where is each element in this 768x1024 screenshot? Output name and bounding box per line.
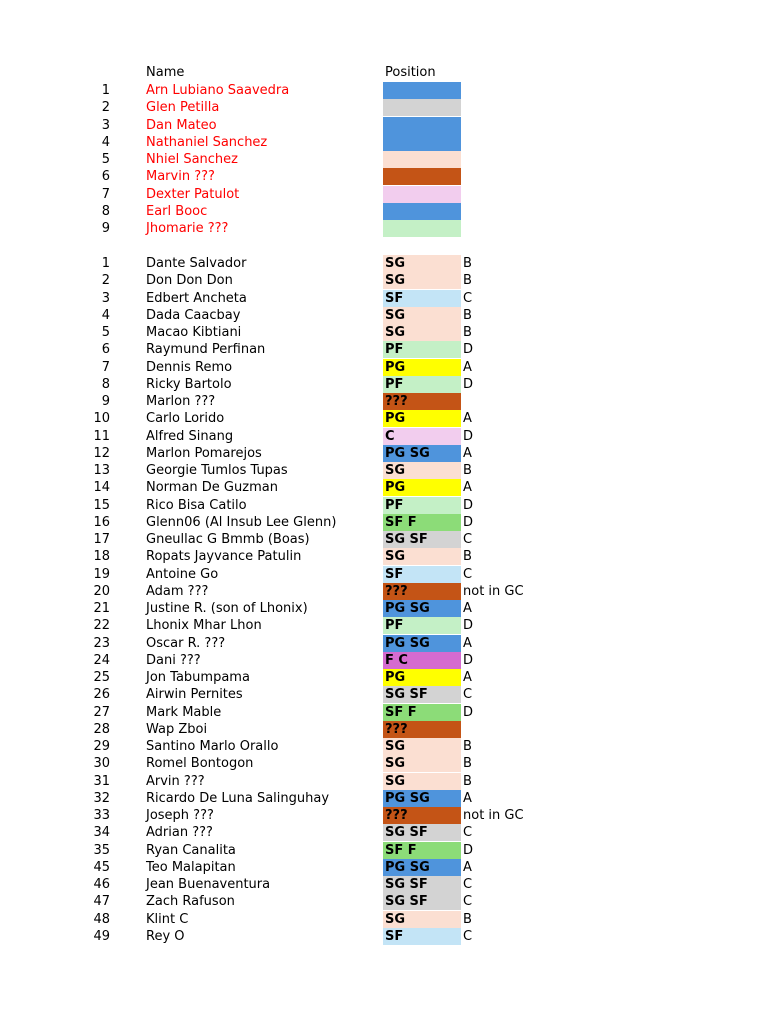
table-row	[0, 583, 768, 600]
position-cell: SG SF	[383, 824, 461, 841]
table-row	[0, 669, 768, 686]
player-name: Wap Zboi	[146, 721, 208, 737]
row-number: 29	[93, 739, 110, 754]
row-number: 1	[101, 83, 110, 98]
position-cell	[383, 134, 461, 151]
position-cell: F C	[383, 652, 461, 669]
position-cell: SG	[383, 755, 461, 772]
row-number: 46	[93, 877, 110, 892]
player-name: Ryan Canalita	[146, 842, 236, 858]
table-row	[0, 928, 768, 945]
table-row	[0, 548, 768, 565]
row-number: 23	[93, 635, 110, 651]
player-name: Jhomarie ???	[146, 221, 229, 236]
position-cell: SG	[383, 462, 461, 479]
position-cell: SF F	[383, 514, 461, 531]
name-column-header: Name	[146, 65, 185, 80]
position-cell: PG	[383, 359, 461, 376]
row-number: 9	[101, 394, 110, 409]
player-name: Jean Buenaventura	[146, 877, 271, 892]
grade-cell: B	[463, 463, 472, 478]
player-name: Edbert Ancheta	[146, 290, 247, 306]
table-row	[0, 272, 768, 289]
position-cell: SF	[383, 566, 461, 583]
position-cell	[383, 151, 461, 168]
row-number: 25	[93, 670, 110, 685]
table-row	[0, 497, 768, 514]
table-row	[0, 290, 768, 307]
player-name: Joseph ???	[146, 808, 214, 823]
row-number: 49	[93, 928, 110, 944]
position-cell	[383, 203, 461, 220]
table-row	[0, 617, 768, 634]
position-cell: SF F	[383, 842, 461, 859]
table-row	[0, 686, 768, 703]
position-cell: PG SG	[383, 859, 461, 876]
grade-cell: A	[463, 790, 472, 806]
player-name: Ropats Jayvance Patulin	[146, 549, 302, 565]
grade-cell: D	[463, 704, 474, 720]
table-row	[0, 773, 768, 790]
row-number: 18	[93, 549, 110, 565]
grade-cell: D	[463, 842, 474, 858]
row-number: 32	[93, 790, 110, 806]
grade-cell: B	[463, 911, 472, 927]
grade-cell: B	[463, 325, 472, 340]
row-number: 30	[93, 756, 110, 772]
table-row	[0, 876, 768, 893]
row-number: 22	[93, 618, 110, 634]
player-name: Dante Salvador	[146, 256, 247, 271]
player-name: Oscar R. ???	[146, 635, 226, 651]
table-row	[0, 341, 768, 358]
table-row	[0, 134, 768, 151]
player-name: Adam ???	[146, 583, 209, 599]
grade-cell: A	[463, 601, 472, 616]
player-name: Marvin ???	[146, 169, 215, 185]
position-cell	[383, 99, 461, 116]
position-cell	[383, 117, 461, 134]
table-row	[0, 911, 768, 928]
row-number: 47	[93, 894, 110, 910]
position-cell: SG	[383, 548, 461, 565]
grade-cell: not in GC	[463, 808, 524, 823]
player-name: Don Don Don	[146, 273, 233, 289]
table-row	[0, 359, 768, 376]
row-number: 6	[101, 169, 110, 185]
grade-cell: C	[463, 894, 473, 910]
table-row	[0, 842, 768, 859]
table-row	[0, 859, 768, 876]
position-cell: PG SG	[383, 600, 461, 617]
player-name: Ricky Bartolo	[146, 376, 232, 392]
row-number: 4	[101, 307, 110, 323]
position-cell: PG	[383, 410, 461, 427]
row-number: 5	[101, 325, 110, 340]
table-row	[0, 151, 768, 168]
grade-cell: C	[463, 290, 473, 306]
row-number: 27	[93, 704, 110, 720]
position-cell: SG	[383, 307, 461, 324]
row-number: 12	[93, 445, 110, 461]
row-number: 33	[93, 808, 110, 823]
player-name: Klint C	[146, 911, 189, 927]
position-cell: ???	[383, 721, 461, 738]
row-number: 8	[101, 376, 110, 392]
position-cell: PG SG	[383, 445, 461, 462]
row-number: 5	[101, 152, 110, 167]
grade-cell: B	[463, 256, 472, 271]
position-cell: ???	[383, 393, 461, 410]
table-row	[0, 82, 768, 99]
table-row	[0, 566, 768, 583]
player-name: Nathaniel Sanchez	[146, 134, 268, 150]
player-name: Glenn06 (Al Insub Lee Glenn)	[146, 514, 337, 530]
table-row	[0, 807, 768, 824]
position-cell: PF	[383, 617, 461, 634]
player-name: Dennis Remo	[146, 359, 233, 375]
position-cell: SG	[383, 272, 461, 289]
grade-cell: A	[463, 480, 472, 496]
table-row	[0, 376, 768, 393]
player-name: Marlon ???	[146, 394, 216, 409]
table-row	[0, 790, 768, 807]
position-cell: SG SF	[383, 686, 461, 703]
row-number: 7	[101, 186, 110, 202]
position-cell: C	[383, 428, 461, 445]
table-row	[0, 531, 768, 548]
grade-cell: A	[463, 445, 472, 461]
player-name: Ricardo De Luna Salinguhay	[146, 790, 330, 806]
position-cell: SG SF	[383, 531, 461, 548]
table-row	[0, 186, 768, 203]
table-row	[0, 514, 768, 531]
player-name: Romel Bontogon	[146, 756, 254, 772]
table-row	[0, 462, 768, 479]
row-number: 35	[93, 842, 110, 858]
grade-cell: D	[463, 497, 474, 513]
position-cell: PG	[383, 669, 461, 686]
grade-cell: C	[463, 566, 473, 582]
player-name: Dan Mateo	[146, 117, 217, 133]
grade-cell: A	[463, 670, 472, 685]
grade-cell: D	[463, 428, 474, 444]
grade-cell: B	[463, 549, 472, 565]
row-number: 45	[93, 859, 110, 875]
grade-cell: C	[463, 532, 473, 547]
player-name: Dexter Patulot	[146, 186, 240, 202]
table-row	[0, 324, 768, 341]
position-column-header: Position	[385, 65, 436, 80]
position-cell: PF	[383, 341, 461, 358]
table-row	[0, 738, 768, 755]
player-name: Jon Tabumpama	[146, 670, 250, 685]
grade-cell: A	[463, 859, 472, 875]
row-number: 2	[101, 273, 110, 289]
player-name: Gneullac G Bmmb (Boas)	[146, 532, 310, 547]
player-name: Rey O	[146, 928, 185, 944]
position-cell: PF	[383, 497, 461, 514]
table-row	[0, 652, 768, 669]
row-number: 13	[93, 463, 110, 478]
table-row	[0, 168, 768, 185]
row-number: 14	[93, 480, 110, 496]
table-row	[0, 721, 768, 738]
player-name: Alfred Sinang	[146, 428, 234, 444]
row-number: 2	[101, 100, 110, 116]
table-row	[0, 824, 768, 841]
grade-cell: D	[463, 376, 474, 392]
table-row	[0, 893, 768, 910]
position-cell: SG	[383, 911, 461, 928]
position-cell	[383, 82, 461, 99]
position-cell: ???	[383, 583, 461, 600]
row-number: 15	[93, 497, 110, 513]
row-number: 4	[101, 134, 110, 150]
table-row	[0, 255, 768, 272]
player-name: Earl Booc	[146, 203, 208, 219]
table-row	[0, 600, 768, 617]
grade-cell: B	[463, 273, 472, 289]
table-row	[0, 755, 768, 772]
player-name: Macao Kibtiani	[146, 325, 242, 340]
position-cell: ???	[383, 807, 461, 824]
player-name: Santino Marlo Orallo	[146, 739, 279, 754]
position-cell: PG	[383, 479, 461, 496]
row-number: 6	[101, 342, 110, 358]
grade-cell: C	[463, 928, 473, 944]
player-name: Norman De Guzman	[146, 480, 278, 496]
grade-cell: B	[463, 756, 472, 772]
player-name: Arvin ???	[146, 773, 205, 789]
table-row	[0, 220, 768, 237]
table-row	[0, 479, 768, 496]
grade-cell: C	[463, 825, 473, 841]
grade-cell: D	[463, 618, 474, 634]
table-row	[0, 307, 768, 324]
table-row	[0, 428, 768, 445]
table-row	[0, 704, 768, 721]
grade-cell: C	[463, 877, 473, 892]
position-cell: SG SF	[383, 876, 461, 893]
player-name: Lhonix Mhar Lhon	[146, 618, 262, 634]
grade-cell: D	[463, 514, 474, 530]
player-name: Airwin Pernites	[146, 687, 243, 703]
row-number: 16	[93, 514, 110, 530]
row-number: 17	[93, 532, 110, 547]
position-cell: SF F	[383, 704, 461, 721]
grade-cell: D	[463, 652, 474, 668]
position-cell: SF	[383, 928, 461, 945]
player-name: Dani ???	[146, 652, 201, 668]
table-row	[0, 445, 768, 462]
player-name: Mark Mable	[146, 704, 222, 720]
position-cell: SG	[383, 773, 461, 790]
player-name: Georgie Tumlos Tupas	[146, 463, 288, 478]
row-number: 7	[101, 359, 110, 375]
position-cell: SF	[383, 290, 461, 307]
position-cell	[383, 168, 461, 185]
position-cell	[383, 186, 461, 203]
grade-cell: not in GC	[463, 583, 524, 599]
row-number: 8	[101, 203, 110, 219]
position-cell: SG	[383, 255, 461, 272]
row-number: 34	[93, 825, 110, 841]
grade-cell: A	[463, 359, 472, 375]
row-number: 20	[93, 583, 110, 599]
player-name: Glen Petilla	[146, 100, 220, 116]
player-name: Nhiel Sanchez	[146, 152, 238, 167]
row-number: 31	[93, 773, 110, 789]
grade-cell: B	[463, 773, 472, 789]
row-number: 10	[93, 411, 110, 427]
row-number: 3	[101, 290, 110, 306]
player-name: Teo Malapitan	[146, 859, 236, 875]
row-number: 48	[93, 911, 110, 927]
row-number: 19	[93, 566, 110, 582]
grade-cell: B	[463, 307, 472, 323]
table-row	[0, 393, 768, 410]
player-name: Arn Lubiano Saavedra	[146, 83, 290, 98]
player-name: Raymund Perfinan	[146, 342, 266, 358]
grade-cell: B	[463, 739, 472, 754]
position-cell	[383, 220, 461, 237]
player-name: Zach Rafuson	[146, 894, 235, 910]
row-number: 26	[93, 687, 110, 703]
row-number: 11	[93, 428, 110, 444]
position-cell: SG	[383, 738, 461, 755]
grade-cell: A	[463, 411, 472, 427]
table-row	[0, 203, 768, 220]
player-name: Justine R. (son of Lhonix)	[146, 601, 308, 616]
position-cell: PG SG	[383, 790, 461, 807]
table-row	[0, 410, 768, 427]
player-name: Rico Bisa Catilo	[146, 497, 247, 513]
position-cell: PF	[383, 376, 461, 393]
player-name: Antoine Go	[146, 566, 219, 582]
row-number: 28	[93, 721, 110, 737]
table-row	[0, 117, 768, 134]
grade-cell: A	[463, 635, 472, 651]
grade-cell: C	[463, 687, 473, 703]
position-cell: SG SF	[383, 893, 461, 910]
row-number: 21	[93, 601, 110, 616]
player-name: Dada Caacbay	[146, 307, 241, 323]
row-number: 3	[101, 117, 110, 133]
grade-cell: D	[463, 342, 474, 358]
player-name: Marlon Pomarejos	[146, 445, 262, 461]
row-number: 24	[93, 652, 110, 668]
position-cell: SG	[383, 324, 461, 341]
row-number: 1	[101, 256, 110, 271]
row-number: 9	[101, 221, 110, 236]
table-row	[0, 635, 768, 652]
table-row	[0, 99, 768, 116]
player-name: Adrian ???	[146, 825, 213, 841]
position-cell: PG SG	[383, 635, 461, 652]
player-name: Carlo Lorido	[146, 411, 225, 427]
